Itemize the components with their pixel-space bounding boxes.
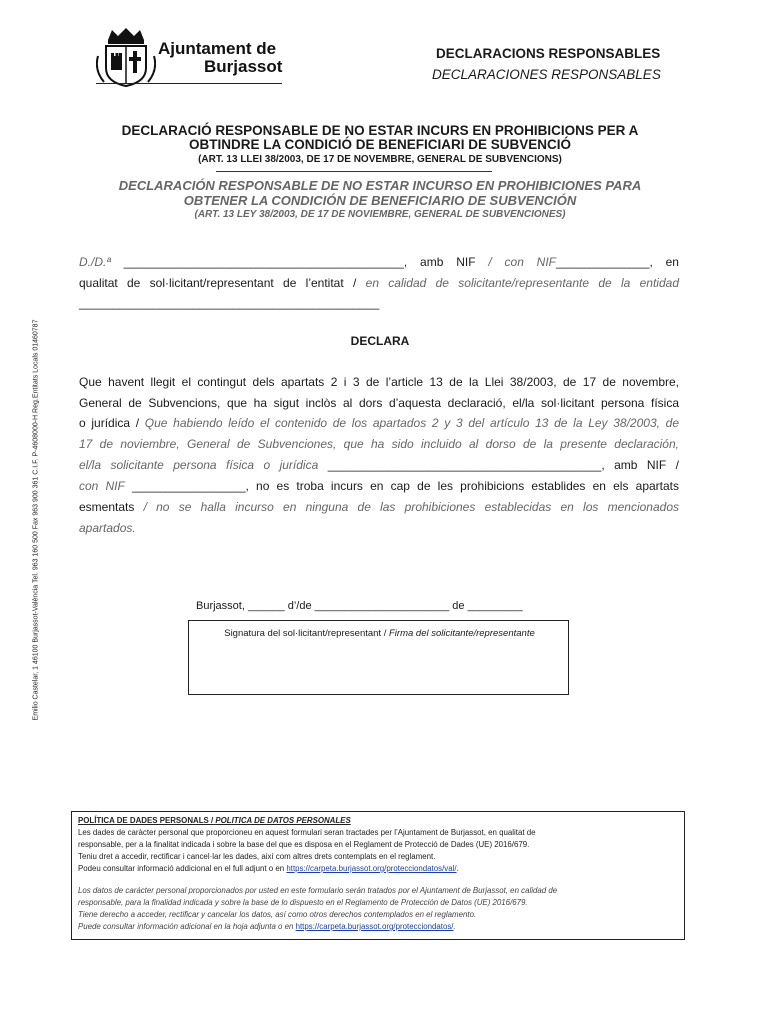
privacy-link-es[interactable]: https://carpeta.burjassot.org/protecciondatos/ [295, 922, 454, 931]
body-text-ca: no es troba incurs en cap de les prohibicions establides en els apartats [256, 479, 679, 493]
title-ca-line: DECLARACIÓ RESPONSABLE DE NO ESTAR INCURS EN PROHIBICIONS PER A [121, 123, 639, 138]
privacy-policy-box [71, 811, 685, 940]
quality-es: en calidad de solicitante/representante de la entidad [365, 276, 679, 290]
logo [96, 26, 286, 88]
header-title-ca: DECLARACIONS RESPONSABLES [436, 46, 661, 61]
name-blank[interactable]: __________________________________________, [123, 255, 408, 269]
body-line: 17 de noviembre, General de Subvenciones, que ha sido incluido al dorso de la presente declaración, [79, 437, 679, 451]
title-es-line: OBTENER LA CONDICIÓN DE BENEFICIARIO DE SUBVENCIÓN [183, 193, 577, 208]
privacy-text: Podeu consultar informació addicional en el full adjunt o en [78, 864, 285, 873]
side-address-text: Emilio Castelar, 1 46100 Burjassot-València Tel. 963 160 500 Fax 963 900 361 C.I.F. P-4608000-H Reg.Entitats Locals 01460787 [32, 319, 40, 721]
body-line [79, 458, 679, 472]
signature-label [189, 628, 570, 639]
slash: / [488, 255, 492, 269]
title-ca-line: OBTINDRE LA CONDICIÓ DE BENEFICIARI DE SUBVENCIÓ [188, 137, 572, 152]
title-es-line: DECLARACIÓN RESPONSABLE DE NO ESTAR INCURSO EN PROHIBICIONES PARA [118, 178, 642, 193]
body-text-es: Que habiendo leído el contenido de los apartados 2 y 3 del artículo 13 de la Ley 38/2003, de [144, 416, 680, 430]
title-es-reference: (ART. 13 LEY 38/2003, DE 17 DE NOVIEMBRE, GENERAL DE SUBVENCIONES) [194, 209, 566, 220]
privacy-title-ca: POLÍTICA DE DADES PERSONALS / [78, 816, 214, 825]
body-text-es: con NIF [79, 479, 125, 493]
privacy-text: Puede consultar información adicional en la hoja adjunta o en [78, 922, 294, 931]
body-text-es: / no se halla incurso en ninguna de las prohibiciones establecidas en los mencionados [143, 500, 679, 514]
body-line: General de Subvencions, que ha sigut inclòs al dors d’aquesta declaració, el/la sol·licitant persona física [79, 396, 679, 410]
quality-line [79, 276, 679, 290]
body-text-ca: o jurídica / [79, 416, 140, 430]
dd-label: D./D.ª [79, 255, 111, 269]
privacy-text-ca: responsable, per a la finalitat indicada i sobre la base del que es disposa en el Reglament de Protecció de Dades (UE) 2016/679. [78, 840, 530, 849]
logo-text: Ajuntament de [158, 39, 277, 58]
privacy-text-es: Puede consultar información adicional en la hoja adjunta o en https://carpeta.burjassot.org/protecciondatos/. [78, 922, 456, 931]
coat-of-arms-icon [96, 26, 156, 88]
logo-text: Burjassot [204, 57, 283, 76]
nif-blank[interactable]: ______________, [556, 255, 653, 269]
privacy-title [78, 816, 351, 825]
privacy-text-es: Los datos de carácter personal proporcionados por usted en este formulario serán tratados por el Ajuntament de Burjassot, en calidad de [78, 886, 558, 895]
privacy-link-ca[interactable]: https://carpeta.burjassot.org/protecciondatos/val/ [286, 864, 457, 873]
title-ca-reference: (ART. 13 LLEI 38/2003, DE 17 DE NOVEMBRE, GENERAL DE SUBVENCIONS) [198, 154, 562, 165]
body-text-ca: amb NIF / [614, 458, 679, 472]
privacy-text-es: responsable, para la finalidad indicada y sobre la base de lo dispuesto en el Reglamento de Protección de Datos (UE) 2016/679. [78, 898, 528, 907]
signature-label-ca: Signatura del sol·licitant/representant / [224, 628, 387, 639]
nif-label-ca: amb NIF [420, 255, 476, 269]
privacy-title-es: POLITICA DE DATOS PERSONALES [215, 816, 351, 825]
entity-blank[interactable]: _____________________________________________ [79, 296, 380, 310]
place-date-line[interactable]: Burjassot, ______ d’/de ______________________ de _________ [196, 600, 523, 612]
body-text-es: el/la solicitante persona física o jurídica [79, 458, 319, 472]
body-line: Que havent llegit el contingut dels apartats 2 i 3 de l’article 13 de la Llei 38/2003, de 17 de novembre, [79, 375, 679, 389]
en-word: en [665, 255, 679, 269]
privacy-text-ca: Podeu consultar informació addicional en el full adjunt o en https://carpeta.burjassot.org/protecciondatos/val/. [78, 864, 459, 873]
body-line [79, 479, 679, 493]
privacy-text-ca: Les dades de caràcter personal que proporcioneu en aquest formulari seran tractades per l’Ajuntament de Burjassot, en qualitat de [78, 828, 536, 837]
body-line [79, 500, 679, 514]
header-title-es: DECLARACIONES RESPONSABLES [432, 67, 661, 82]
signature-box[interactable] [188, 620, 569, 695]
privacy-text-ca: Teniu dret a accedir, rectificar i cancel·lar les dades, així com altres drets contemplats en el reglament. [78, 852, 436, 861]
declara-heading: DECLARA [350, 334, 410, 348]
privacy-text-es: Tiene derecho a acceder, rectificar y cancelar los datos, así como otros derechos contemplados en el reglamento. [78, 910, 477, 919]
body-line: apartados. [79, 521, 136, 535]
divider [96, 83, 282, 84]
nif-blank[interactable]: _________________, [132, 479, 249, 493]
quality-ca: qualitat de sol·licitant/representant de l’entitat / [79, 276, 357, 290]
divider [216, 171, 492, 172]
nif-label-es: con NIF [504, 255, 557, 269]
applicant-line [79, 255, 679, 269]
body-line [79, 416, 679, 430]
applicant-blank[interactable]: _________________________________________, [327, 458, 605, 472]
body-text-ca: esmentats [79, 500, 135, 514]
signature-label-es: Firma del solicitante/representante [389, 628, 535, 639]
